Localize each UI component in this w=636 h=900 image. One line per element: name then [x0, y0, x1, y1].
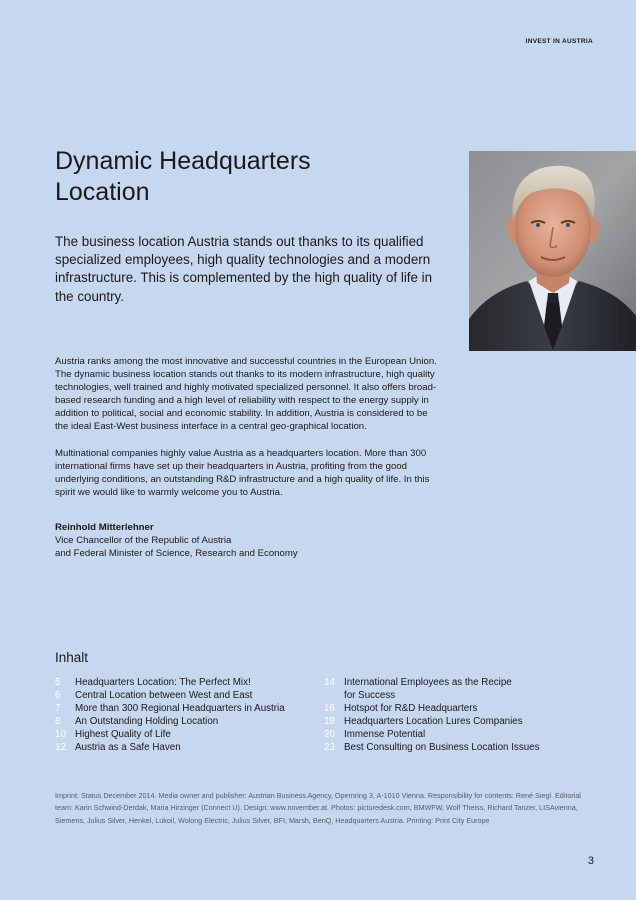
intro-paragraph: The business location Austria stands out thanks to its qualified specialized employees, high quality technologies and a modern infrastructure. This is complemented by the high quality of life in the country. — [55, 234, 433, 304]
contents-page-number: 18 — [324, 716, 335, 728]
contents-list-left — [55, 676, 325, 755]
signature-name: Reinhold Mitterlehner — [55, 522, 154, 533]
contents-item[interactable] — [55, 741, 325, 754]
contents-label: Austria as a Safe Haven — [75, 742, 181, 754]
section-tag: INVEST IN AUSTRIA — [525, 38, 593, 45]
contents-label: Best Consulting on Business Location Issues — [344, 742, 540, 754]
contents-label: More than 300 Regional Headquarters in Austria — [75, 703, 285, 715]
signature-block — [55, 521, 455, 561]
contents-label: An Outstanding Holding Location — [75, 716, 219, 728]
contents-label: Headquarters Location: The Perfect Mix! — [75, 677, 251, 688]
contents-item[interactable] — [324, 728, 574, 741]
contents-item[interactable] — [324, 702, 574, 715]
contents-label: Central Location between West and East — [75, 690, 253, 702]
contents-label — [344, 676, 574, 702]
signature-role: Vice Chancellor of the Republic of Austria — [55, 535, 232, 547]
body-text — [55, 355, 440, 512]
contents-page-number: 10 — [55, 729, 66, 741]
page-number: 3 — [587, 855, 594, 867]
contents-page-number: 8 — [55, 716, 61, 728]
contents-page-number: 23 — [324, 742, 335, 754]
body-paragraph: Austria ranks among the most innovative and successful countries in the European Union. The dynamic business location stands out thanks to its modern infrastructure, high quality technologies, well trained and highly motivated specialized personnel. It also offers broad-based research funding and a high level of reliability with respect to the energy supply in addition to political, social and economic stability. In addition, Austria is considered to be the ideal East-West business interface in a central geo-graphical location. — [55, 356, 437, 433]
contents-label: Hotspot for R&D Headquarters — [344, 703, 478, 715]
contents-label-line: International Employees as the Recipe — [344, 677, 512, 688]
contents-item[interactable] — [55, 728, 325, 741]
contents-page-number: 6 — [55, 690, 61, 702]
contents-item[interactable] — [55, 715, 325, 728]
contents-page-number: 12 — [55, 742, 66, 754]
contents-label: Highest Quality of Life — [75, 729, 171, 741]
contents-label: Immense Potential — [344, 729, 426, 741]
contents-item[interactable] — [324, 715, 574, 728]
contents-label-line: for Success — [344, 690, 396, 702]
title-line-1: Dynamic Headquarters — [55, 147, 311, 175]
body-paragraph: Multinational companies highly value Austria as a headquarters location. More than 300 international firms have set up their headquarters in Austria, profiting from the good underlying conditions, an outstanding R&D infrastructure and a high quality of life. In this spirit we would like to warmly welcome you to Austria. — [55, 447, 430, 498]
imprint-text: Imprint: Status December 2014. Media owner and publisher: Austrian Business Agency, Opernring 3, A-1010 Vienna. Responsibility for contents: René Siegl. Editorial team: Karin Schwind-Derdak, Maria Hirzinger (Connect U). Design: www.november.at. Photos: picturedesk.com, BMWFW, Wolf Theiss, Richard Tanzer, LISAvienna, Siemens, Julius Silver, Henkel, Lukoil, Wolong Electric, Julius Silver, BFI, Marsh, BenQ, Headquarters Austria. Printing: Print City Europe — [55, 791, 581, 825]
contents-page-number: 16 — [324, 703, 335, 715]
contents-list-right — [324, 676, 574, 755]
contents-item[interactable] — [324, 676, 574, 702]
contents-label: Headquarters Location Lures Companies — [344, 716, 523, 728]
contents-page-number: 14 — [324, 677, 335, 688]
signature-role: and Federal Minister of Science, Research and Economy — [55, 548, 298, 560]
contents-item[interactable] — [324, 741, 574, 754]
contents-page-number: 5 — [55, 677, 61, 688]
title-line-2: Location — [55, 178, 150, 206]
contents-item[interactable] — [55, 689, 325, 702]
portrait-photo — [469, 151, 636, 351]
contents-item[interactable] — [55, 702, 325, 715]
contents-page-number: 7 — [55, 703, 61, 715]
page-title — [55, 146, 435, 208]
contents-page-number: 20 — [324, 729, 335, 741]
contents-title: Inhalt — [55, 650, 89, 665]
contents-item[interactable] — [55, 676, 325, 689]
